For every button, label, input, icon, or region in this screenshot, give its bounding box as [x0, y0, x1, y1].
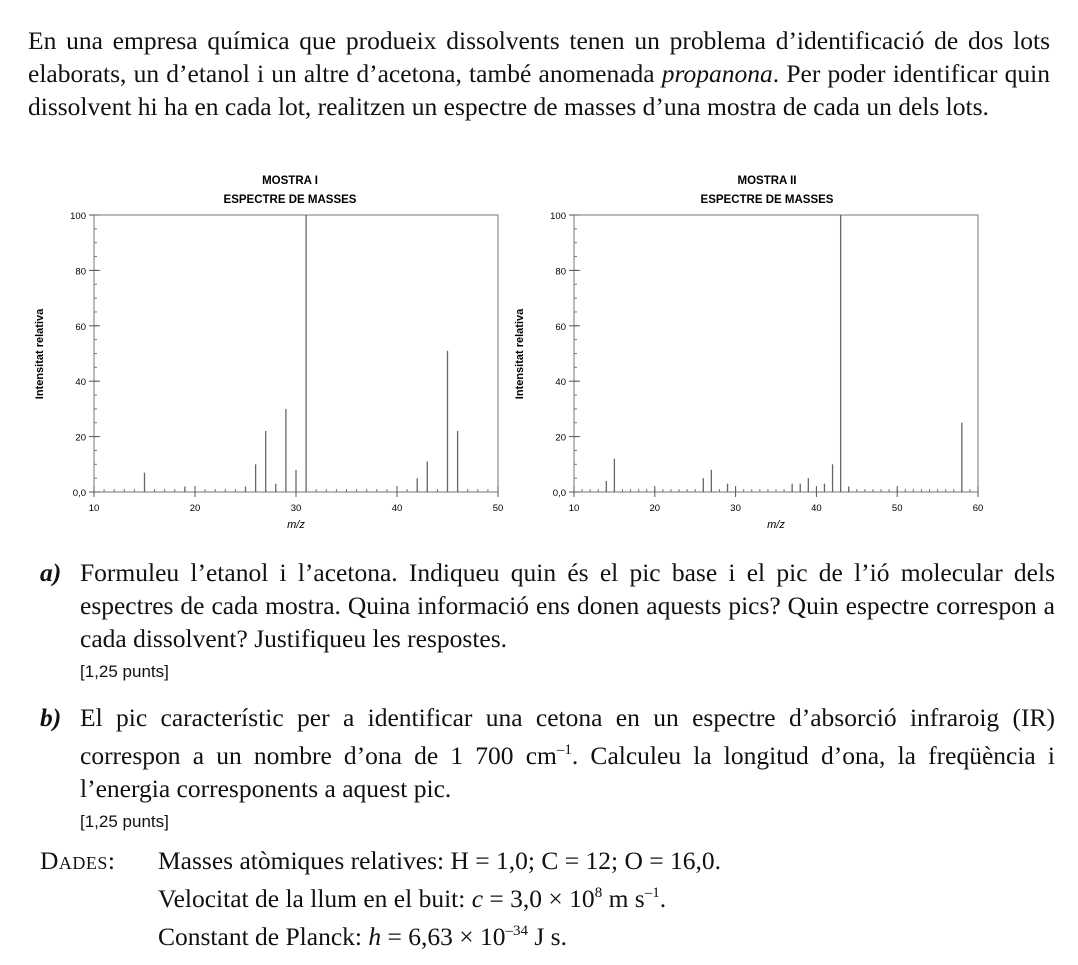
- x-tick-label: 40: [811, 503, 822, 514]
- points-label: [1,25 punts]: [80, 812, 169, 831]
- points-label: [1,25 punts]: [80, 662, 169, 681]
- y-axis-label: Intensitat relativa: [34, 308, 46, 400]
- question-letter: b): [40, 703, 62, 732]
- y-tick-label: 20: [555, 432, 566, 444]
- y-tick-label: 0,0: [72, 488, 86, 499]
- x-tick-label: 50: [492, 503, 504, 514]
- question-text: Formuleu l’etanol i l’acetona. Indiqueu quin és el pic base i el pic de l’ió molecular dels espectres de cada mostra. Quina informació ens donen aquests pics? Quin espectre correspon a cada dissolvent? Justifiqueu les respostes.: [80, 558, 1055, 653]
- x-tick-label: 20: [649, 503, 661, 514]
- question-text: [80, 701, 1055, 805]
- question-a: [40, 556, 1055, 682]
- data-line-masses: Masses atòmiques relatives: H = 1,0; C = 12; O = 16,0.: [158, 846, 722, 875]
- intro-paragraph: [28, 24, 1050, 123]
- question-text-end: . Calculeu la longitud d’ona, la freqüència i l’energia corresponents a aquest pic.: [80, 741, 1055, 803]
- x-tick-label: 20: [189, 503, 201, 514]
- x-tick-label: 50: [891, 503, 903, 514]
- chart-title: MOSTRA I: [262, 175, 318, 187]
- question-b: [40, 701, 1055, 832]
- intro-text-start: En una empresa química que produeix dissolvents tenen un problema d’identificació de dos lots elaborats, un d’etanol i un altre d’acetona, també anomenada: [28, 26, 1050, 88]
- y-tick-label: 80: [555, 266, 566, 278]
- y-tick-label: 80: [75, 266, 86, 278]
- x-tick-label: 10: [568, 503, 580, 514]
- chart-title: MOSTRA II: [737, 175, 797, 187]
- y-tick-label: 60: [555, 321, 566, 333]
- data-line-light-speed: Velocitat de la llum en el buit: $c = 3,0 \times 10^8$ m $s^{-1}$.: [158, 884, 667, 913]
- x-tick-label: 30: [290, 503, 302, 514]
- x-tick-label: 60: [972, 503, 984, 514]
- y-tick-label: 20: [75, 432, 86, 444]
- question-letter: a): [40, 558, 62, 587]
- y-tick-label: 0,0: [552, 488, 566, 499]
- y-axis-label: Intensitat relativa: [514, 308, 526, 400]
- y-tick-label: 40: [75, 377, 86, 389]
- y-tick-label: 100: [70, 211, 86, 222]
- data-section: [40, 844, 721, 953]
- x-tick-label: 30: [730, 503, 741, 514]
- y-tick-label: 100: [550, 211, 566, 222]
- data-label: Dades:: [40, 846, 116, 875]
- question-text-start: El pic característic per a identificar una cetona en un espectre d’absorció infraroig (IR) correspon a un nombre d’ona de 1 700 cm: [80, 703, 1055, 770]
- intro-italic-term: propanona: [661, 59, 773, 88]
- superscript: –1: [556, 742, 572, 758]
- x-tick-label: 10: [88, 503, 100, 514]
- x-axis-label: m/z: [767, 519, 785, 531]
- x-tick-label: 40: [391, 503, 403, 514]
- mass-spectrum-chart-sample-1: [28, 168, 518, 536]
- plot-frame: [574, 215, 978, 492]
- plot-frame: [94, 215, 498, 492]
- y-tick-label: 40: [555, 377, 566, 389]
- data-line-planck: Constant de Planck: $h = 6,63 \times 10^{-34}$ J s.: [158, 922, 567, 951]
- intro-text-end: . Per poder identificar quin dissolvent hi ha en cada lot, realitzen un espectre de masses d’una mostra de cada un dels lots.: [28, 59, 1050, 121]
- chart-subtitle: ESPECTRE DE MASSES: [223, 194, 357, 206]
- y-tick-label: 60: [75, 321, 86, 333]
- x-axis-label: m/z: [287, 519, 305, 531]
- mass-spectrum-chart-sample-2: [508, 168, 998, 536]
- chart-subtitle: ESPECTRE DE MASSES: [700, 194, 834, 206]
